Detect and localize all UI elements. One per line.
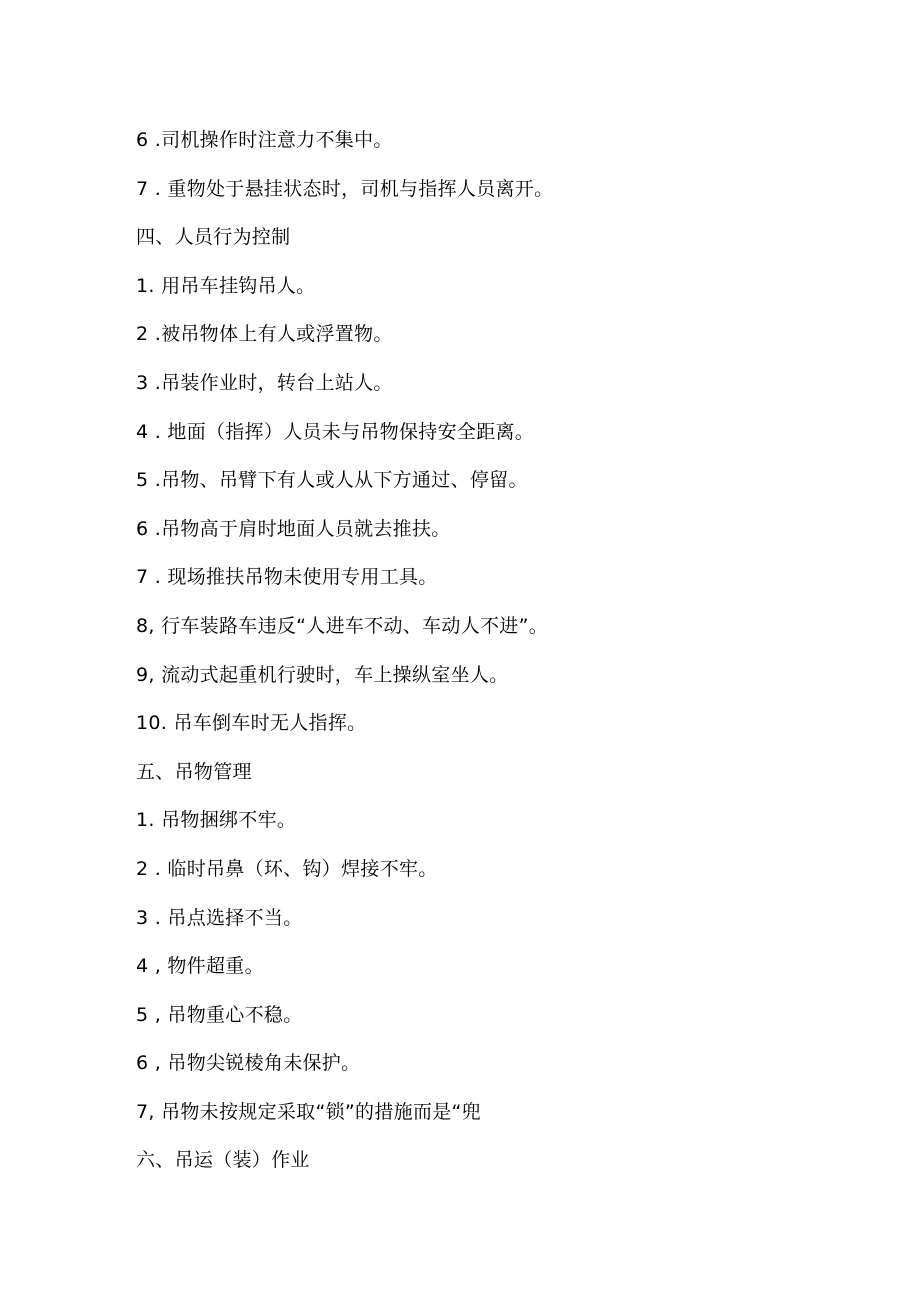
list-item: 2 . 临时吊鼻（环、钩）焊接不牢。: [136, 857, 438, 880]
section-heading: 四、人员行为控制: [136, 226, 291, 249]
list-item: 7 . 现场推扶吊物未使用专用工具。: [136, 566, 438, 589]
list-item: 7 . 重物处于悬挂状态时，司机与指挥人员离开。: [136, 177, 554, 200]
section-heading: 五、吊物管理: [136, 760, 252, 783]
list-item: 6 .吊物高于肩时地面人员就去推扶。: [136, 517, 451, 540]
list-item: 8, 行车装路车违反“人进车不动、车动人不进”。: [136, 614, 549, 637]
list-item: 1. 用吊车挂钩吊人。: [136, 274, 316, 297]
list-item: 10. 吊车倒车时无人指挥。: [136, 712, 367, 735]
list-item: 6 , 吊物尖锐棱角未保护。: [136, 1052, 361, 1075]
list-item: 3 .吊装作业时，转台上站人。: [136, 371, 393, 394]
list-item: 2 .被吊物体上有人或浮置物。: [136, 323, 393, 346]
list-item: 5 .吊物、吊臂下有人或人从下方通过、停留。: [136, 469, 528, 492]
list-item: 6 .司机操作时注意力不集中。: [136, 129, 393, 151]
list-item: 5 , 吊物重心不稳。: [136, 1003, 303, 1026]
section-heading: 六、吊运（装）作业: [136, 1149, 310, 1172]
list-item: 9, 流动式起重机行驶时，车上操纵室坐人。: [136, 663, 509, 686]
list-item: 3 . 吊点选择不当。: [136, 906, 303, 929]
list-item: 4 , 物件超重。: [136, 955, 264, 978]
list-item: 4 . 地面（指挥）人员未与吊物保持安全距离。: [136, 420, 535, 443]
list-item: 7, 吊物未按规定采取“锁”的措施而是“兜: [136, 1100, 481, 1123]
document-body: [136, 116, 856, 1185]
list-item: 1. 吊物捆绑不牢。: [136, 809, 297, 832]
